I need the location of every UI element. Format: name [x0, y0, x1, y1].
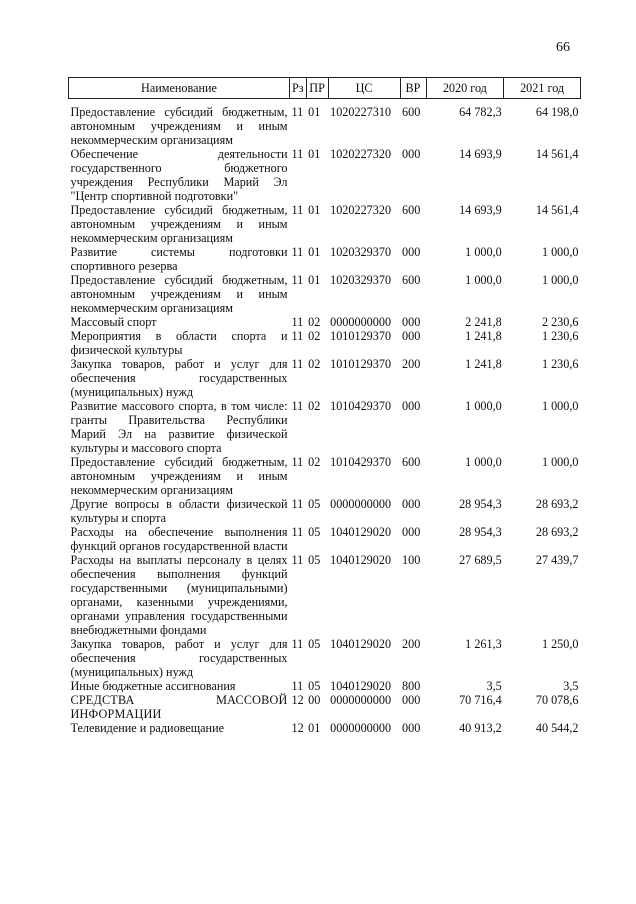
cell-name: Обеспечение деятельности государственного бюджетного учреждения Республики Марий Эл "Центр спортивной подготовки" — [70, 147, 288, 203]
cell-y2020: 28 954,3 — [459, 497, 502, 511]
cell-y2020: 1 241,8 — [465, 329, 502, 343]
cell-cs: 0000000000 — [330, 693, 392, 707]
cell-name: Предоставление субсидий бюджетным, автономным учреждениям и иным некоммерческим организациям — [70, 203, 288, 245]
cell-vr: 800 — [402, 679, 421, 693]
header-rz: Рз — [290, 78, 307, 99]
table-row — [69, 105, 581, 147]
cell-cs: 1020329370 — [330, 273, 392, 287]
cell-y2021: 14 561,4 — [535, 147, 579, 161]
cell-pr: 05 — [308, 497, 321, 511]
table-row — [69, 203, 581, 245]
cell-vr: 100 — [402, 553, 421, 567]
table-row — [69, 679, 581, 693]
cell-vr: 600 — [402, 105, 421, 119]
cell-y2020: 1 000,0 — [465, 399, 502, 413]
cell-vr: 000 — [402, 315, 421, 329]
cell-name: Закупка товаров, работ и услуг для обеспечения государственных (муниципальных) нужд — [70, 637, 288, 679]
table-row — [69, 525, 581, 553]
cell-y2020: 1 000,0 — [465, 273, 502, 287]
cell-vr: 000 — [402, 721, 421, 735]
cell-rz: 11 — [291, 329, 304, 343]
cell-name: Предоставление субсидий бюджетным, автономным учреждениям и иным некоммерческим организациям — [70, 273, 288, 315]
table-row — [69, 721, 581, 735]
table-row — [69, 329, 581, 357]
cell-name: Предоставление субсидий бюджетным, автономным учреждениям и иным некоммерческим организациям — [70, 105, 288, 147]
cell-rz: 11 — [291, 553, 304, 567]
header-vr: ВР — [400, 78, 426, 99]
cell-rz: 11 — [291, 455, 304, 469]
cell-cs: 1040129020 — [330, 525, 392, 539]
cell-y2021: 1 230,6 — [541, 357, 579, 371]
cell-pr: 02 — [308, 315, 321, 329]
cell-pr: 05 — [308, 679, 321, 693]
cell-cs: 1020227310 — [330, 105, 392, 119]
cell-pr: 01 — [308, 105, 321, 119]
cell-cs: 1040129020 — [330, 637, 392, 651]
cell-vr: 000 — [402, 693, 421, 707]
cell-cs: 1020227320 — [330, 147, 392, 161]
table-row — [69, 693, 581, 721]
cell-name: Мероприятия в области спорта и физической культуры — [70, 329, 288, 357]
cell-y2020: 64 782,3 — [459, 105, 502, 119]
table-row — [69, 497, 581, 525]
cell-y2021: 70 078,6 — [535, 693, 579, 707]
cell-rz: 11 — [291, 273, 304, 287]
cell-y2021: 1 230,6 — [541, 329, 579, 343]
cell-cs: 1020329370 — [330, 245, 392, 259]
cell-cs: 1010429370 — [330, 455, 392, 469]
cell-cs: 1020227320 — [330, 203, 392, 217]
table-row — [69, 455, 581, 497]
header-name: Наименование — [69, 78, 290, 99]
cell-vr: 600 — [402, 273, 421, 287]
cell-y2020: 3,5 — [486, 679, 502, 693]
cell-vr: 000 — [402, 497, 421, 511]
table-row — [69, 315, 581, 329]
cell-y2020: 70 716,4 — [459, 693, 502, 707]
cell-name: Массовый спорт — [70, 315, 157, 329]
cell-rz: 11 — [291, 203, 304, 217]
cell-name: Телевидение и радиовещание — [70, 721, 224, 735]
cell-pr: 05 — [308, 525, 321, 539]
cell-pr: 05 — [308, 637, 321, 651]
cell-y2020: 2 241,8 — [465, 315, 502, 329]
cell-pr: 01 — [308, 203, 321, 217]
cell-y2021: 40 544,2 — [535, 721, 579, 735]
cell-name: Закупка товаров, работ и услуг для обеспечения государственных (муниципальных) нужд — [70, 357, 288, 399]
table-row — [69, 637, 581, 679]
cell-y2020: 1 000,0 — [465, 245, 502, 259]
cell-y2021: 1 000,0 — [541, 273, 579, 287]
cell-name: Расходы на обеспечение выполнения функций органов государственной власти — [70, 525, 288, 553]
header-2021: 2021 год — [504, 78, 581, 99]
cell-pr: 01 — [308, 245, 321, 259]
cell-y2021: 14 561,4 — [535, 203, 579, 217]
cell-vr: 000 — [402, 147, 421, 161]
cell-rz: 12 — [291, 721, 304, 735]
table-row — [69, 273, 581, 315]
page-number: 66 — [556, 40, 570, 55]
cell-rz: 11 — [291, 357, 304, 371]
cell-cs: 0000000000 — [330, 721, 392, 735]
cell-y2020: 14 693,9 — [459, 147, 502, 161]
cell-name: Иные бюджетные ассигнования — [70, 679, 236, 693]
cell-rz: 11 — [291, 315, 304, 329]
cell-rz: 11 — [291, 497, 304, 511]
cell-vr: 000 — [402, 525, 421, 539]
cell-name: Другие вопросы в области физической культуры и спорта — [70, 497, 288, 525]
cell-y2021: 1 000,0 — [541, 399, 579, 413]
table-row — [69, 357, 581, 399]
cell-pr: 00 — [308, 693, 321, 707]
table-header-row — [69, 78, 581, 99]
cell-cs: 1010129370 — [330, 329, 392, 343]
cell-y2021: 27 439,7 — [535, 553, 579, 567]
cell-y2020: 1 261,3 — [465, 637, 502, 651]
cell-cs: 1010429370 — [330, 399, 392, 413]
header-2020: 2020 год — [426, 78, 504, 99]
cell-y2020: 28 954,3 — [459, 525, 502, 539]
cell-pr: 01 — [308, 147, 321, 161]
cell-y2020: 1 000,0 — [465, 455, 502, 469]
cell-rz: 11 — [291, 147, 304, 161]
table-row — [69, 245, 581, 273]
cell-vr: 600 — [402, 455, 421, 469]
cell-rz: 11 — [291, 105, 304, 119]
cell-name: СРЕДСТВА МАССОВОЙ ИНФОРМАЦИИ — [70, 693, 288, 721]
cell-pr: 02 — [308, 399, 321, 413]
table-body — [69, 99, 581, 736]
cell-rz: 11 — [291, 679, 304, 693]
table-row — [69, 553, 581, 637]
cell-pr: 02 — [308, 329, 321, 343]
cell-y2020: 27 689,5 — [459, 553, 502, 567]
cell-vr: 000 — [402, 245, 421, 259]
cell-cs: 0000000000 — [330, 315, 392, 329]
cell-rz: 12 — [291, 693, 304, 707]
budget-table — [68, 77, 581, 735]
cell-y2021: 1 250,0 — [541, 637, 579, 651]
cell-rz: 11 — [291, 399, 304, 413]
cell-pr: 01 — [308, 721, 321, 735]
cell-pr: 02 — [308, 455, 321, 469]
cell-name: Расходы на выплаты персоналу в целях обеспечения выполнения функций государственными (муниципальными) органами, казенными учреждениями, органами управления государственными внебюджетными фондами — [70, 553, 288, 637]
cell-vr: 000 — [402, 329, 421, 343]
cell-vr: 200 — [402, 637, 421, 651]
cell-pr: 05 — [308, 553, 321, 567]
table-row — [69, 399, 581, 455]
cell-pr: 02 — [308, 357, 321, 371]
cell-rz: 11 — [291, 525, 304, 539]
cell-y2021: 28 693,2 — [535, 497, 579, 511]
cell-vr: 200 — [402, 357, 421, 371]
cell-cs: 1040129020 — [330, 679, 392, 693]
cell-vr: 600 — [402, 203, 421, 217]
cell-y2021: 1 000,0 — [541, 245, 579, 259]
cell-cs: 1010129370 — [330, 357, 392, 371]
cell-y2020: 14 693,9 — [459, 203, 502, 217]
cell-name: Развитие массового спорта, в том числе: гранты Правительства Республики Марий Эл на развитие физической культуры и массового спорта — [70, 399, 288, 455]
cell-name: Развитие системы подготовки спортивного резерва — [70, 245, 288, 273]
table-row — [69, 147, 581, 203]
cell-vr: 000 — [402, 399, 421, 413]
cell-cs: 0000000000 — [330, 497, 392, 511]
cell-y2020: 40 913,2 — [459, 721, 502, 735]
cell-y2020: 1 241,8 — [465, 357, 502, 371]
cell-y2021: 3,5 — [563, 679, 579, 693]
cell-pr: 01 — [308, 273, 321, 287]
cell-y2021: 2 230,6 — [541, 315, 579, 329]
cell-y2021: 28 693,2 — [535, 525, 579, 539]
cell-y2021: 1 000,0 — [541, 455, 579, 469]
cell-rz: 11 — [291, 637, 304, 651]
cell-rz: 11 — [291, 245, 304, 259]
cell-cs: 1040129020 — [330, 553, 392, 567]
header-cs: ЦС — [328, 78, 400, 99]
cell-name: Предоставление субсидий бюджетным, автономным учреждениям и иным некоммерческим организациям — [70, 455, 288, 497]
header-pr: ПР — [306, 78, 328, 99]
cell-y2021: 64 198,0 — [535, 105, 579, 119]
